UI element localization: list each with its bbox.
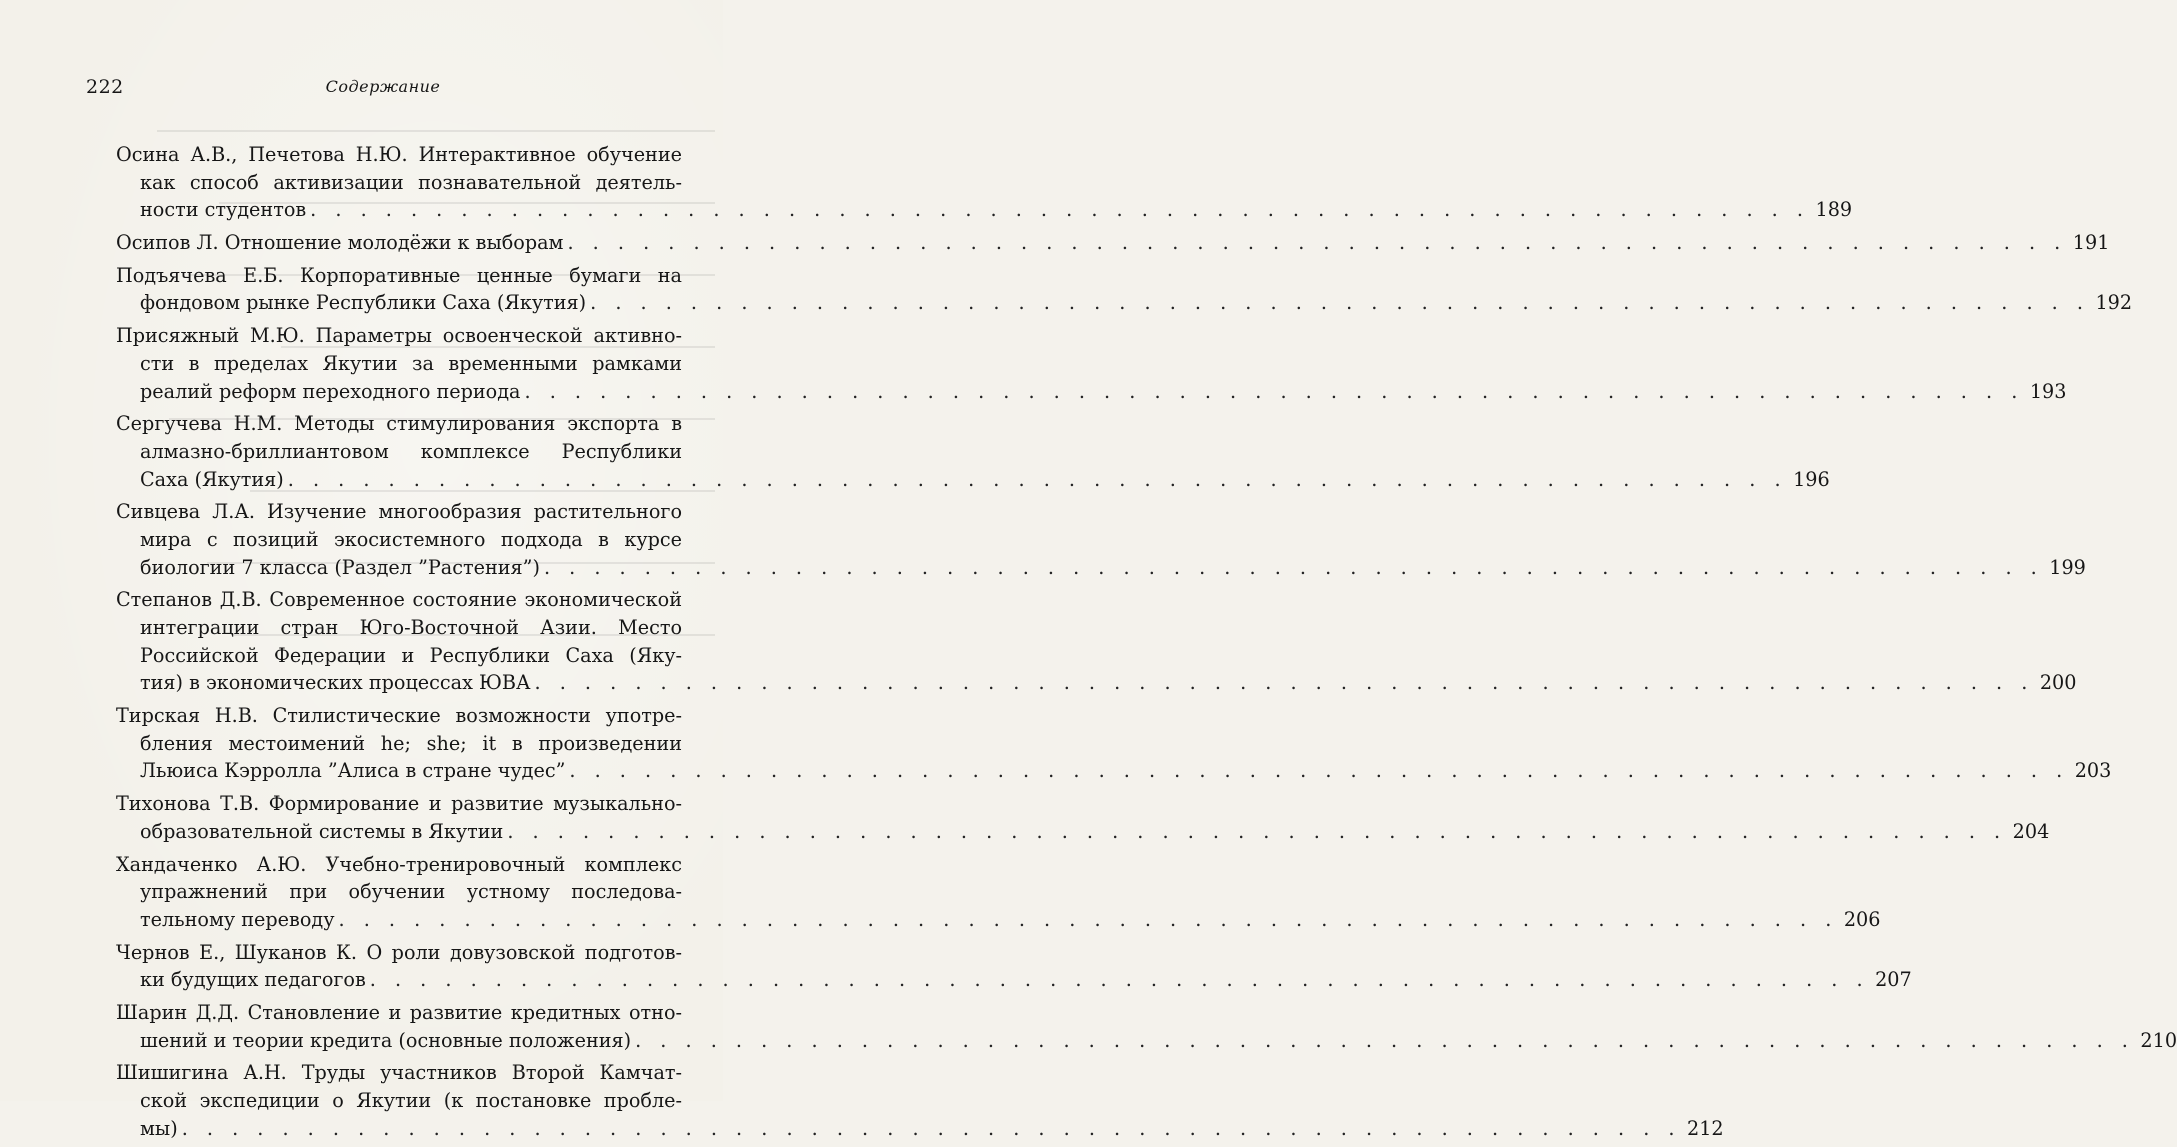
toc-entry-line: [116, 966, 1912, 994]
toc-entry-line: [116, 526, 682, 554]
toc-entry-line: [116, 141, 682, 169]
toc-entry-line: [116, 818, 2050, 846]
toc-entry-line: [116, 614, 682, 642]
toc-entry-line: [116, 790, 682, 818]
running-title: Содержание: [325, 77, 441, 96]
toc-entry-line: [116, 757, 2112, 785]
toc-entry: [116, 141, 1853, 224]
toc-entry: [116, 790, 2050, 845]
toc-entry-text: сти в пределах Якутии за временными рамками: [140, 351, 682, 375]
dot-leader: . . . . . . . . . . . . . . . . . . . . . . . . . . . . . . . . . . . . . . . . . . . . . . . . . . . . . . . . . . . .: [310, 198, 1810, 222]
toc-entry-text: Осина А.В., Печетова Н.Ю. Интерактивное обучение: [116, 143, 682, 166]
toc-entry-text: Саха (Якутия): [140, 467, 284, 491]
dot-leader: . . . . . . . . . . . . . . . . . . . . . . . . . . . . . . . . . . . . . . . . . . . . . . . . . . . . . . . . . . . .: [543, 555, 2044, 579]
toc-page-number: 192: [2095, 291, 2133, 315]
toc-entry-text: фондовом рынке Республики Саха (Якутия): [140, 291, 587, 315]
toc-entry-text: мира с позиций экосистемного подхода в курсе: [140, 527, 682, 551]
toc-entry-text: Сивцева Л.А. Изучение многообразия растительного: [116, 500, 682, 524]
dot-leader: . . . . . . . . . . . . . . . . . . . . . . . . . . . . . . . . . . . . . . . . . . . . . . . . . . . . . . . . . . . .: [524, 379, 2024, 403]
toc-entry-line: [116, 196, 1853, 224]
toc-entry-line: [116, 851, 682, 879]
toc-entry-line: [116, 878, 682, 906]
toc-entry: [116, 262, 2133, 317]
toc-entry-text: шений и теории кредита (основные положения): [140, 1028, 632, 1052]
dot-leader: . . . . . . . . . . . . . . . . . . . . . . . . . . . . . . . . . . . . . . . . . . . . . . . . . . . . . . . . . . . .: [567, 231, 2067, 255]
toc-entry-text: ности студентов: [140, 198, 307, 222]
toc-entry: [116, 999, 2177, 1054]
toc-entry: [116, 939, 1912, 994]
toc-entry-line: [116, 289, 2133, 317]
dot-leader: . . . . . . . . . . . . . . . . . . . . . . . . . . . . . . . . . . . . . . . . . . . . . . . . . . . . . . . . . . . .: [569, 759, 2069, 783]
toc-entry-text: Шишигина А.Н. Труды участников Второй Камчат-: [116, 1061, 682, 1085]
toc-entry-text: Льюиса Кэрролла ”Алиса в стране чудес”: [140, 759, 566, 783]
toc-entry-text: ки будущих педагогов: [140, 968, 366, 992]
toc-entry-line: [116, 939, 682, 967]
toc-entry-line: [116, 906, 1881, 934]
toc-entry-line: [116, 586, 682, 614]
dot-leader: . . . . . . . . . . . . . . . . . . . . . . . . . . . . . . . . . . . . . . . . . . . . . . . . . . . . . . . . . . . .: [507, 819, 2007, 843]
dot-leader: . . . . . . . . . . . . . . . . . . . . . . . . . . . . . . . . . . . . . . . . . . . . . . . . . . . . . . . . . . . .: [635, 1028, 2135, 1052]
toc-page-number: 212: [1687, 1116, 1724, 1140]
toc-entry-line: [116, 669, 2077, 697]
toc-entry: [116, 229, 2110, 257]
toc-entry-text: бления местоимений he; she; it в произведении: [140, 731, 682, 755]
dot-leader: . . . . . . . . . . . . . . . . . . . . . . . . . . . . . . . . . . . . . . . . . . . . . . . . . . . . . . . . . . . .: [590, 291, 2090, 315]
toc-entry-text: интеграции стран Юго-Восточной Азии. Место: [140, 616, 682, 639]
toc-entry-text: Подъячева Е.Б. Корпоративные ценные бумаги на: [116, 263, 682, 287]
toc-entry-text: алмазно-бриллиантовом комплексе Республики: [140, 439, 682, 463]
toc-entry-line: [116, 262, 682, 290]
toc-entry-text: Степанов Д.В. Современное состояние экономической: [116, 588, 682, 612]
toc-page-number: 193: [2029, 379, 2067, 403]
table-of-contents: [116, 141, 2177, 1147]
toc-entry-line: [116, 229, 2110, 257]
toc-entry-line: [116, 1059, 682, 1087]
toc-entry-line: [116, 350, 682, 378]
toc-entry-line: [116, 410, 682, 438]
page-header: [86, 76, 680, 104]
toc-entry: [116, 851, 1881, 934]
toc-entry-text: Тихонова Т.В. Формирование и развитие музыкально-: [116, 792, 682, 816]
toc-entry-text: Российской Федерации и Республики Саха (Яку-: [140, 643, 682, 667]
toc-entry-text: упражнений при обучении устному последова-: [140, 880, 682, 904]
toc-entry: [116, 498, 2086, 581]
toc-entry-line: [116, 642, 682, 670]
toc-page-number: 204: [2012, 819, 2050, 843]
toc-entry-text: Шарин Д.Д. Становление и развитие кредитных отно-: [116, 1000, 682, 1024]
toc-entry: [116, 702, 2112, 785]
toc-entry-text: Тирская Н.В. Стилистические возможности употре-: [116, 704, 682, 728]
toc-entry-line: [116, 702, 682, 730]
toc-entry-text: реалий реформ переходного периода: [140, 379, 521, 403]
toc-entry-line: [116, 730, 682, 758]
toc-page-number: 210: [2140, 1028, 2177, 1052]
toc-entry: [116, 1059, 1724, 1142]
toc-entry-text: Осипов Л. Отношение молодёжи к выборам: [116, 231, 564, 255]
toc-entry-text: тия) в экономических процессах ЮВА: [140, 671, 531, 695]
toc-page-number: 200: [2039, 671, 2077, 695]
toc-entry-line: [116, 169, 682, 197]
toc-entry-line: [116, 466, 1830, 494]
toc-entry-text: образовательной системы в Якутии: [140, 819, 504, 843]
toc-page-number: 199: [2049, 555, 2086, 579]
toc-entry-text: как способ активизации познавательной деятель-: [140, 170, 682, 194]
toc-page-number: 191: [2072, 231, 2110, 255]
dot-leader: . . . . . . . . . . . . . . . . . . . . . . . . . . . . . . . . . . . . . . . . . . . . . . . . . . . . . . . . . . . .: [369, 968, 1870, 992]
toc-entry-line: [116, 1115, 1724, 1143]
toc-entry: [116, 322, 2067, 405]
dot-leader: . . . . . . . . . . . . . . . . . . . . . . . . . . . . . . . . . . . . . . . . . . . . . . . . . . . . . . . . . . . .: [534, 671, 2034, 695]
page-number: 222: [86, 76, 124, 98]
toc-entry: [116, 410, 1830, 493]
toc-entry-line: [116, 498, 682, 526]
toc-entry-line: [116, 322, 682, 350]
toc-entry-text: Чернов Е., Шуканов К. О роли довузовской подготов-: [116, 940, 682, 964]
toc-entry-text: мы): [140, 1116, 178, 1140]
toc-entry-text: биологии 7 класса (Раздел ”Растения”): [140, 555, 540, 579]
toc-entry-line: [116, 554, 2086, 582]
toc-entry-line: [116, 438, 682, 466]
toc-entry-line: [116, 1027, 2177, 1055]
dot-leader: . . . . . . . . . . . . . . . . . . . . . . . . . . . . . . . . . . . . . . . . . . . . . . . . . . . . . . . . . . . .: [181, 1116, 1681, 1140]
dot-leader: . . . . . . . . . . . . . . . . . . . . . . . . . . . . . . . . . . . . . . . . . . . . . . . . . . . . . . . . . . . .: [338, 907, 1838, 931]
toc-page-number: 207: [1875, 968, 1912, 992]
toc-page-number: 196: [1793, 467, 1830, 491]
toc-entry-line: [116, 999, 682, 1027]
toc-entry-text: тельному переводу: [140, 907, 335, 931]
toc-page-number: 189: [1815, 198, 1853, 222]
toc-entry-text: Сергучева Н.М. Методы стимулирования экспорта в: [116, 412, 682, 436]
toc-page-number: 206: [1843, 907, 1881, 931]
toc-entry: [116, 586, 2077, 697]
toc-entry-text: Присяжный М.Ю. Параметры освоенческой активно-: [116, 324, 682, 348]
toc-entry-text: ской экспедиции о Якутии (к постановке пробле-: [140, 1089, 682, 1112]
toc-entry-text: Хандаченко А.Ю. Учебно-тренировочный комплекс: [116, 852, 682, 876]
toc-page-number: 203: [2074, 759, 2112, 783]
dot-leader: . . . . . . . . . . . . . . . . . . . . . . . . . . . . . . . . . . . . . . . . . . . . . . . . . . . . . . . . . . . .: [287, 467, 1788, 491]
toc-entry-line: [116, 378, 2067, 406]
toc-entry-line: [116, 1087, 682, 1115]
